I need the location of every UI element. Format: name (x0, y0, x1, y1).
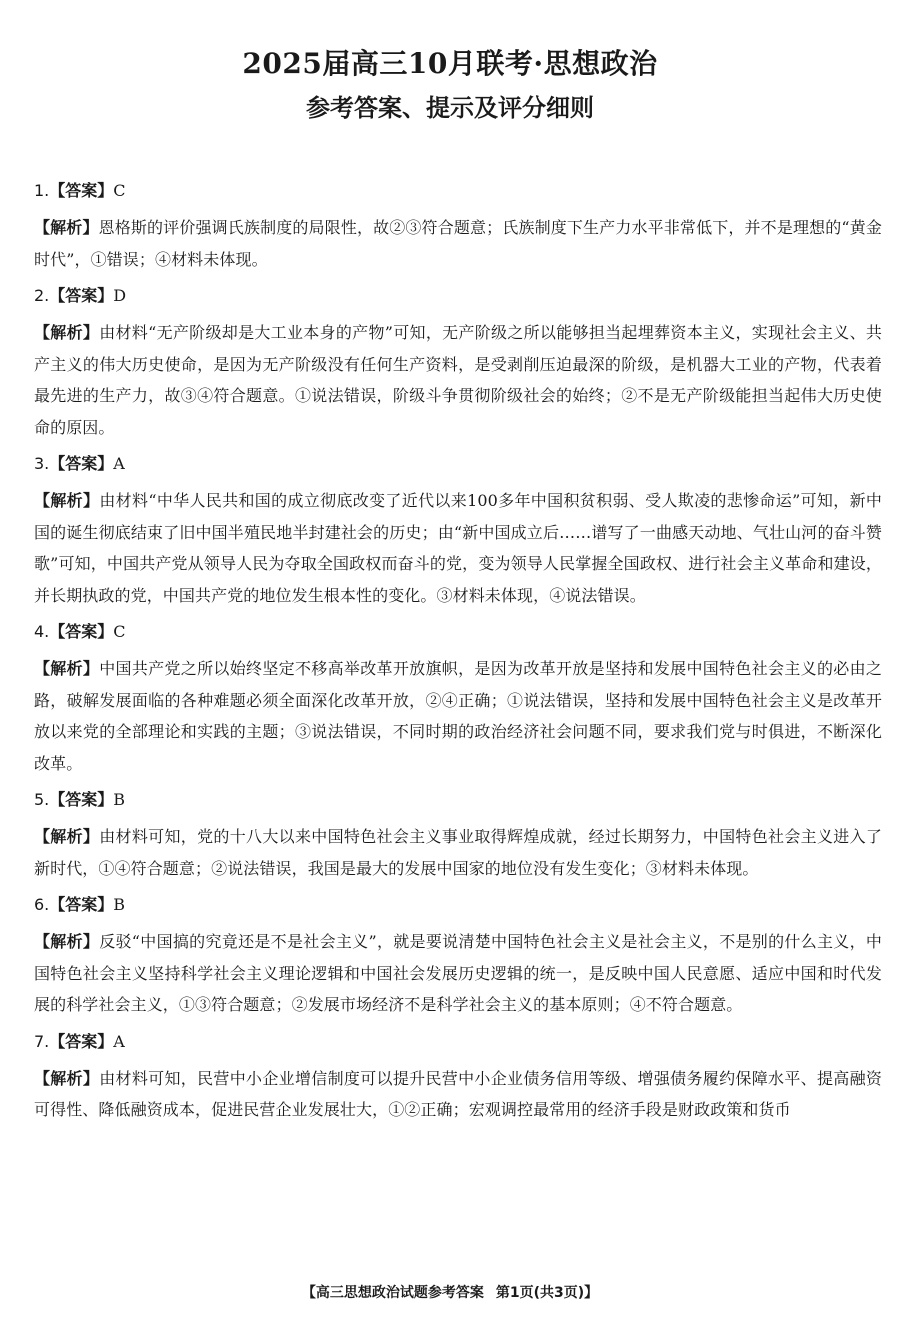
answer-value: B (113, 895, 126, 914)
analysis-tag: 【解析】 (34, 827, 100, 846)
analysis-text: 由材料可知，党的十八大以来中国特色社会主义事业取得辉煌成就，经过长期努力，中国特色社会主义进入了新时代，①④符合题意；②说法错误，我国是最大的发展中国家的地位没有发生变化；③材料未体现。 (34, 827, 882, 878)
analysis-tag: 【解析】 (34, 491, 100, 510)
question-item (34, 1027, 882, 1126)
analysis-tag: 【解析】 (34, 659, 100, 678)
page-title: 2025届高三10月联考·思想政治 (242, 47, 658, 80)
analysis-tag: 【解析】 (34, 218, 99, 237)
answer-value: C (113, 622, 126, 641)
question-item (34, 449, 882, 611)
answer-line (34, 890, 882, 920)
analysis-text: 由材料可知，民营中小企业增信制度可以提升民营中小企业债务信用等级、增强债务履约保障水平、提高融资可得性、降低融资成本，促进民营企业发展壮大，①②正确；宏观调控最常用的经济手段是财政政策和货币 (34, 1068, 882, 1119)
question-number: 7. (34, 1031, 50, 1051)
page-subtitle: 参考答案、提示及评分细则 (306, 93, 594, 122)
question-number: 5. (34, 790, 50, 809)
analysis-paragraph (34, 1063, 882, 1126)
answer-tag: 【答案】 (49, 286, 114, 305)
answer-line (34, 176, 882, 206)
answer-tag: 【答案】 (49, 622, 114, 641)
question-item (34, 890, 882, 1021)
analysis-paragraph (34, 821, 882, 884)
question-number: 2. (34, 286, 50, 305)
answers-list (34, 176, 882, 1132)
answer-tag: 【答案】 (49, 454, 114, 473)
answer-line (34, 617, 882, 647)
analysis-paragraph (34, 653, 882, 779)
footer-title: 【高三思想政治试题参考答案 (301, 1285, 484, 1301)
answer-value: D (113, 286, 127, 305)
page-number: 第1页(共3页)】 (495, 1285, 599, 1301)
analysis-tag: 【解析】 (34, 932, 100, 951)
answer-tag: 【答案】 (49, 895, 114, 914)
answer-tag: 【答案】 (49, 790, 114, 809)
analysis-text: 由材料“中华人民共和国的成立彻底改变了近代以来100多年中国积贫积弱、受人欺凌的悲惨命运”可知，新中国的诞生彻底结束了旧中国半殖民地半封建社会的历史；由“新中国成立后……谱写了一曲感天动地、气壮山河的奋斗赞歌”可知，中国共产党从领导人民为夺取全国政权而奋斗的党，变为领导人民掌握全国政权、进行社会主义革命和建设，并长期执政的党，中国共产党的地位发生根本性的变化。③材料未体现，④说法错误。 (34, 491, 882, 605)
answer-line (34, 785, 882, 815)
answer-line (34, 281, 882, 311)
question-number: 1. (34, 181, 50, 200)
analysis-paragraph (34, 926, 882, 1021)
analysis-text: 恩格斯的评价强调氏族制度的局限性，故②③符合题意；氏族制度下生产力水平非常低下，并不是理想的“黄金时代”，①错误；④材料未体现。 (34, 218, 882, 269)
question-item (34, 617, 882, 779)
analysis-tag: 【解析】 (34, 323, 100, 342)
answer-tag: 【答案】 (49, 1031, 114, 1051)
analysis-paragraph (34, 485, 882, 611)
answer-tag: 【答案】 (49, 181, 114, 200)
answer-value: C (113, 181, 126, 200)
question-number: 3. (34, 454, 50, 473)
question-number: 4. (34, 622, 50, 641)
page-footer (0, 1283, 900, 1303)
analysis-text: 中国共产党之所以始终坚定不移高举改革开放旗帜，是因为改革开放是坚持和发展中国特色社会主义的必由之路，破解发展面临的各种难题必须全面深化改革开放，②④正确；①说法错误，坚持和发展中国特色社会主义是改革开放以来党的全部理论和实践的主题；③说法错误，不同时期的政治经济社会问题不同，要求我们党与时俱进，不断深化改革。 (34, 659, 882, 773)
answer-line (34, 449, 882, 479)
analysis-text: 反驳“中国搞的究竟还是不是社会主义”，就是要说清楚中国特色社会主义是社会主义，不是别的什么主义，中国特色社会主义坚持科学社会主义理论逻辑和中国社会发展历史逻辑的统一，是反映中国人民意愿、适应中国和时代发展的科学社会主义，①③符合题意；②发展市场经济不是科学社会主义的基本原则；④不符合题意。 (34, 932, 882, 1014)
question-item (34, 785, 882, 884)
analysis-tag: 【解析】 (34, 1068, 100, 1088)
answer-line (34, 1027, 882, 1057)
answer-value: A (113, 1031, 125, 1051)
analysis-paragraph (34, 212, 882, 275)
question-number: 6. (34, 895, 50, 914)
analysis-text: 由材料“无产阶级却是大工业本身的产物”可知，无产阶级之所以能够担当起埋葬资本主义，实现社会主义、共产主义的伟大历史使命，是因为无产阶级没有任何生产资料，是受剥削压迫最深的阶级，是机器大工业的产物，代表着最先进的生产力，故③④符合题意。①说法错误，阶级斗争贯彻阶级社会的始终；②不是无产阶级能担当起伟大历史使命的原因。 (34, 323, 882, 437)
question-item (34, 176, 882, 275)
question-item (34, 281, 882, 443)
answer-value: A (113, 454, 125, 473)
analysis-paragraph (34, 317, 882, 443)
answer-value: B (113, 790, 126, 809)
